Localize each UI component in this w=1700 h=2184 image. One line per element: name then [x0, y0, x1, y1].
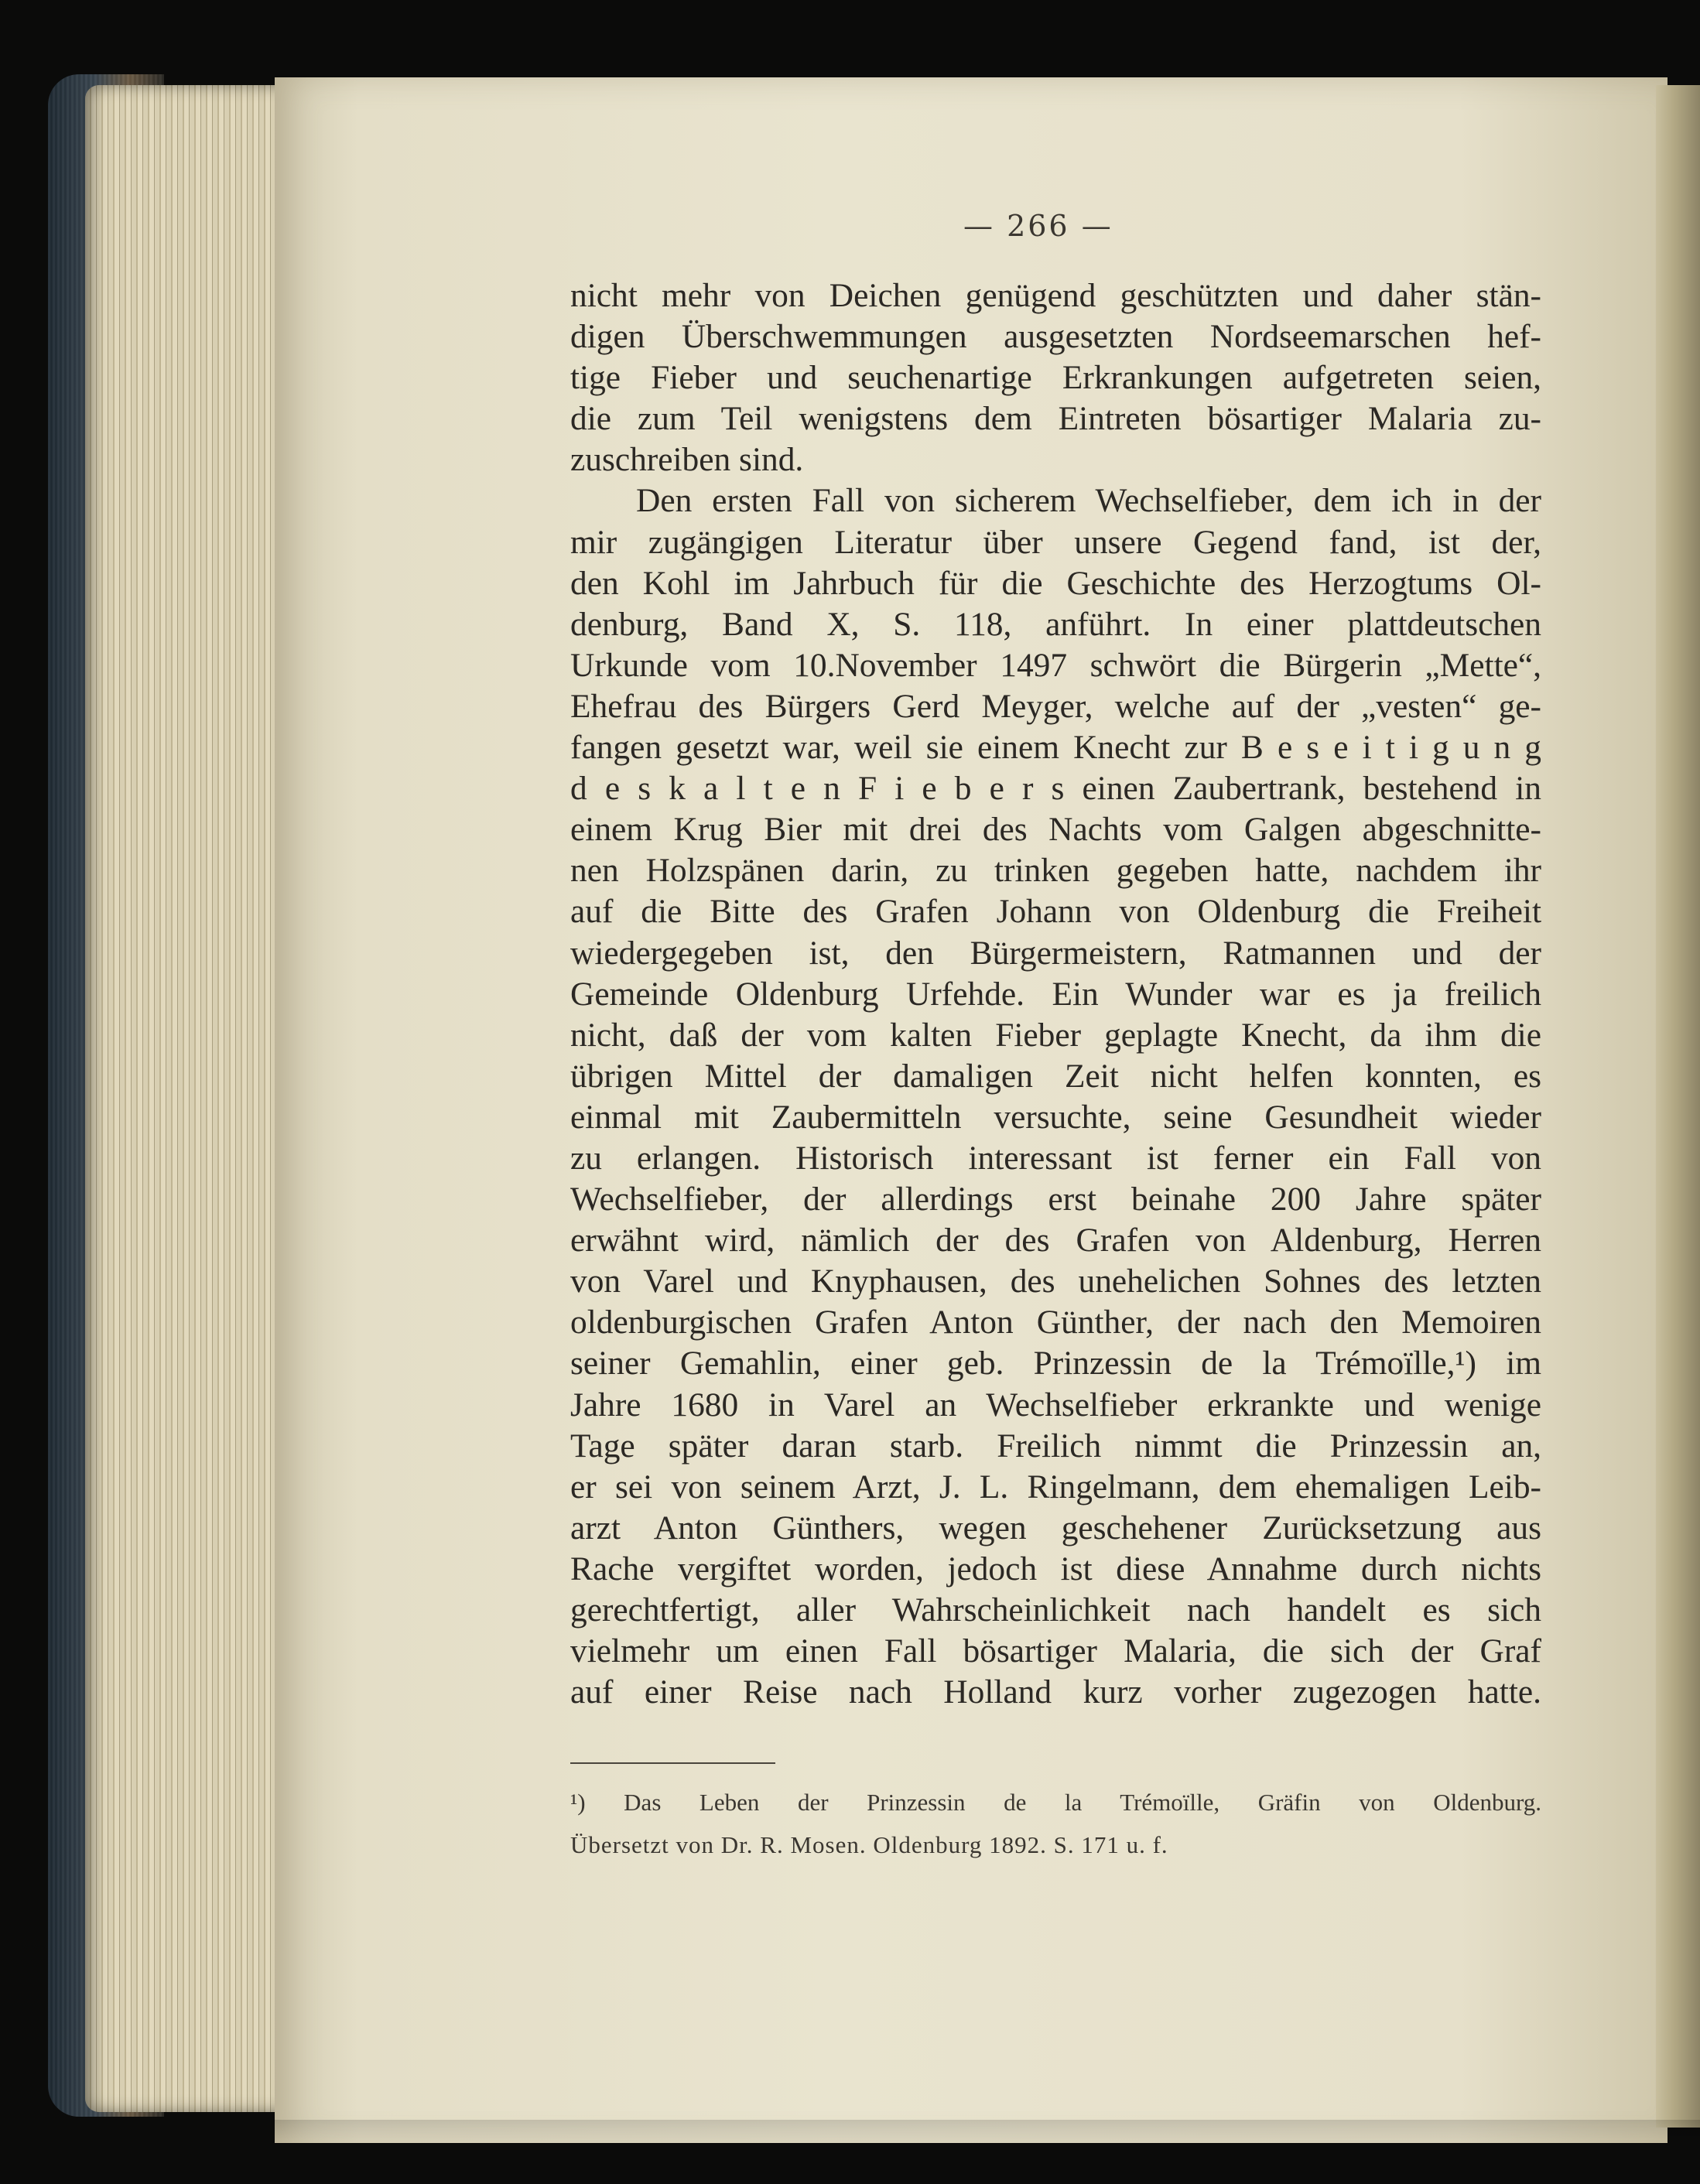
text-line: Gemeinde Oldenburg Urfehde. Ein Wunder war es ja freilich [570, 975, 1541, 1013]
text-line: auf einer Reise nach Holland kurz vorher zugezogen hatte. [570, 1673, 1541, 1711]
text-line: arzt Anton Günthers, wegen geschehener Zurücksetzung aus [570, 1509, 1541, 1547]
text-line: gerechtfertigt, aller Wahrscheinlichkeit nach handelt es sich [570, 1591, 1541, 1629]
text-line: erwähnt wird, nämlich der des Grafen von Aldenburg, Herren [570, 1222, 1541, 1259]
footnote-line: ¹) Das Leben der Prinzessin de la Trémoïlle, Gräfin von Oldenburg. [570, 1789, 1541, 1816]
text-line: von Varel und Knyphausen, des unehelichen Sohnes des letzten [570, 1263, 1541, 1300]
text-line: übrigen Mittel der damaligen Zeit nicht helfen konnten, es [570, 1057, 1541, 1095]
text-line: seiner Gemahlin, einer geb. Prinzessin de la Trémoïlle,¹) im [570, 1345, 1541, 1383]
text-line: oldenburgischen Grafen Anton Günther, der nach den Memoiren [570, 1304, 1541, 1342]
body-text [570, 275, 1541, 1713]
footnote [570, 1781, 1541, 1866]
text-line: einmal mit Zaubermitteln versuchte, seine Gesundheit wieder [570, 1098, 1541, 1136]
text-line: den Kohl im Jahrbuch für die Geschichte des Herzogtums Ol- [570, 564, 1541, 602]
page-edges [85, 85, 294, 2112]
text-line: denburg, Band X, S. 118, anführt. In einer plattdeutschen [570, 605, 1541, 643]
text-line: Den ersten Fall von sicherem Wechselfieber, dem ich in der [636, 482, 1541, 520]
text-line: auf die Bitte des Grafen Johann von Oldenburg die Freiheit [570, 893, 1541, 931]
text-line: Ehefrau des Bürgers Gerd Meyger, welche auf der „vesten“ ge- [570, 687, 1541, 725]
text-line: nen Holzspänen darin, zu trinken gegeben hatte, nachdem ihr [570, 852, 1541, 890]
text-line: Urkunde vom 10.November 1497 schwört die Bürgerin „Mette“, [570, 646, 1541, 684]
text-line: mir zugängigen Literatur über unsere Gegend fand, ist der, [570, 523, 1541, 561]
text-line: Tage später daran starb. Freilich nimmt die Prinzessin an, [570, 1427, 1541, 1465]
text-line: vielmehr um einen Fall bösartiger Malaria, die sich der Graf [570, 1632, 1541, 1670]
text-line: digen Überschwemmungen ausgesetzten Nordseemarschen hef- [570, 318, 1541, 356]
page-number: — 266 — [963, 209, 1113, 243]
facing-page-edge [1656, 85, 1700, 2128]
footnote-rule [570, 1762, 775, 1764]
text-line: die zum Teil wenigstens dem Eintreten bösartiger Malaria zu- [570, 400, 1541, 438]
text-line: Wechselfieber, der allerdings erst beinahe 200 Jahre später [570, 1181, 1541, 1218]
text-line: d e s k a l t e n F i e b e r s einen Zaubertrank, bestehend in [570, 770, 1541, 808]
page-shadow [275, 2120, 1700, 2143]
text-line: wiedergegeben ist, den Bürgermeistern, Ratmannen und der [570, 934, 1541, 972]
text-line: Rache vergiftet worden, jedoch ist diese Annahme durch nichts [570, 1550, 1541, 1588]
text-line: fangen gesetzt war, weil sie einem Knecht zur B e s e i t i g u n g [570, 729, 1541, 767]
text-line: Jahre 1680 in Varel an Wechselfieber erkrankte und wenige [570, 1386, 1541, 1424]
text-line: nicht mehr von Deichen genügend geschützten und daher stän- [570, 277, 1541, 314]
text-line: einem Krug Bier mit drei des Nachts vom Galgen abgeschnitte- [570, 811, 1541, 849]
text-line: tige Fieber und seuchenartige Erkrankungen aufgetreten seien, [570, 359, 1541, 397]
text-line: er sei von seinem Arzt, J. L. Ringelmann, dem ehemaligen Leib- [570, 1468, 1541, 1506]
text-line: zu erlangen. Historisch interessant ist ferner ein Fall von [570, 1139, 1541, 1177]
text-line: zuschreiben sind. [570, 441, 804, 479]
text-line: nicht, daß der vom kalten Fieber geplagte Knecht, da ihm die [570, 1016, 1541, 1054]
footnote-line: Übersetzt von Dr. R. Mosen. Oldenburg 1892. S. 171 u. f. [570, 1831, 1168, 1858]
